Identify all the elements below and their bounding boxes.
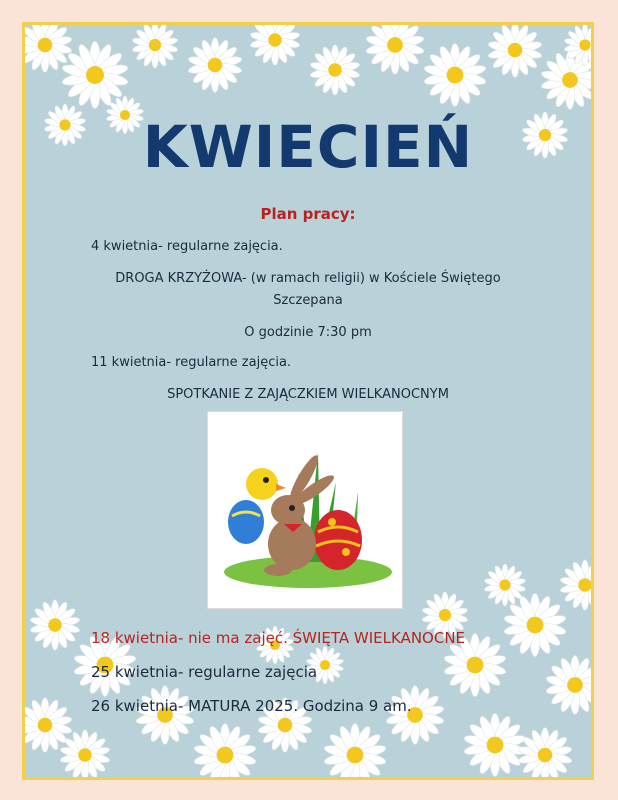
- daisy-icon: [487, 25, 542, 77]
- daisy-icon: [132, 25, 179, 68]
- schedule-line-3: O godzinie 7:30 pm: [244, 325, 372, 340]
- page-title: KWIECIEŃ: [142, 113, 474, 181]
- daisy-icon: [25, 698, 73, 753]
- daisy-icon: [463, 714, 527, 777]
- daisy-icon: [423, 44, 487, 107]
- schedule-line-2b: Szczepana: [273, 293, 343, 308]
- schedule-line-8: 26 kwietnia- MATURA 2025. Godzina 9 am.: [91, 697, 412, 715]
- schedule-line-1: 4 kwietnia- regularne zajęcia.: [91, 239, 283, 254]
- daisy-icon: [60, 730, 111, 777]
- daisy-icon: [310, 45, 361, 95]
- daisy-icon: [193, 724, 257, 778]
- daisy-icon: [385, 686, 444, 745]
- daisy-icon: [187, 38, 242, 93]
- schedule-line-5: SPOTKANIE Z ZAJĄCZKIEM WIELKANOCNYM: [167, 387, 449, 402]
- schedule-line-2a: DROGA KRZYŻOWA- (w ramach religii) w Kościele Świętego: [115, 271, 501, 286]
- daisy-icon: [135, 686, 194, 745]
- easter-bunny-icon: [207, 411, 403, 609]
- daisy-icon: [323, 724, 387, 778]
- plan-heading: Plan pracy:: [260, 205, 356, 223]
- daisy-icon: [545, 656, 591, 715]
- daisy-icon: [560, 560, 591, 610]
- schedule-line-6: 18 kwietnia- nie ma zajęć. ŚWIĘTA WIELKANOCNE: [91, 629, 466, 647]
- schedule-line-7: 25 kwietnia- regularne zajęcia: [91, 663, 318, 681]
- daisy-icon: [30, 600, 81, 650]
- daisy-icon: [517, 728, 572, 777]
- daisy-icon: [365, 25, 424, 74]
- poster-frame: [22, 22, 594, 780]
- schedule-line-4: 11 kwietnia- regularne zajęcia.: [91, 355, 292, 370]
- daisy-icon: [250, 25, 301, 65]
